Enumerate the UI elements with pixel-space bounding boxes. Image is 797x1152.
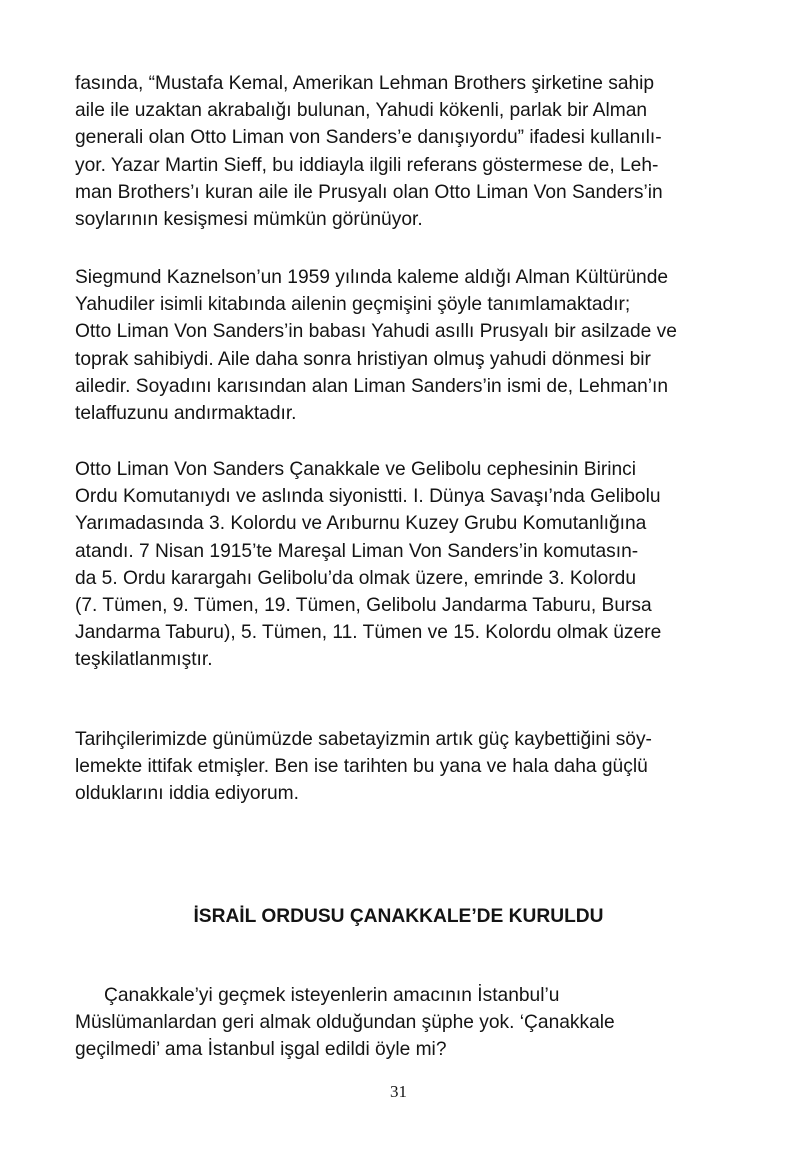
paragraph-line: geçilmedi’ ama İstanbul işgal edildi öyle mi? (75, 1039, 447, 1061)
paragraph-line: generali olan Otto Liman von Sanders’e danışıyordu” ifadesi kullanılı- (75, 127, 662, 149)
section-heading: İSRAİL ORDUSU ÇANAKKALE’DE KURULDU (193, 906, 604, 927)
paragraph-line: yor. Yazar Martin Sieff, bu iddiayla ilgili referans göstermese de, Leh- (75, 154, 659, 176)
paragraph-3 (75, 456, 725, 674)
paragraph-line: soylarının kesişmesi mümkün görünüyor. (75, 209, 423, 231)
paragraph-line: olduklarını iddia ediyorum. (75, 783, 299, 805)
paragraph-2 (75, 264, 725, 427)
paragraph-line: fasında, “Mustafa Kemal, Amerikan Lehman Brothers şirketine sahip (75, 73, 655, 94)
paragraph-line: ailedir. Soyadını karısından alan Liman Sanders’in ismi de, Lehman’ın (75, 375, 669, 397)
paragraph-line: da 5. Ordu karargahı Gelibolu’da olmak üzere, emrinde 3. Kolordu (75, 567, 637, 589)
paragraph-line: Çanakkale’yi geçmek isteyenlerin amacının İstanbul’u (104, 985, 560, 1006)
paragraph-4 (75, 726, 725, 808)
paragraph-line: man Brothers’ı kuran aile ile Prusyalı olan Otto Liman Von Sanders’in (75, 181, 663, 203)
paragraph-line: Tarihçilerimizde günümüzde sabetayizmin artık güç kaybettiğini söy- (75, 729, 652, 750)
paragraph-line: Jandarma Taburu), 5. Tümen, 11. Tümen ve 15. Kolordu olmak üzere (75, 622, 662, 644)
paragraph-line: toprak sahibiydi. Aile daha sonra hristiyan olmuş yahudi dönmesi bir (75, 348, 651, 370)
paragraph-line: Siegmund Kaznelson’un 1959 yılında kaleme aldığı Alman Kültüründe (75, 267, 669, 288)
paragraph-line: atandı. 7 Nisan 1915’te Mareşal Liman Von Sanders’in komutasın- (75, 540, 639, 562)
paragraph-line: Ordu Komutanıydı ve aslında siyonistti. I. Dünya Savaşı’nda Gelibolu (75, 486, 661, 508)
paragraph-line: aile ile uzaktan akrabalığı bulunan, Yahudi kökenli, parlak bir Alman (75, 100, 648, 122)
paragraph-line: Yarımadasında 3. Kolordu ve Arıburnu Kuzey Grubu Komutanlığına (75, 513, 647, 535)
paragraph-line: lemekte ittifak etmişler. Ben ise tarihten bu yana ve hala daha güçlü (75, 756, 648, 778)
paragraph-line: teşkilatlanmıştır. (75, 649, 213, 671)
paragraph-line: (7. Tümen, 9. Tümen, 19. Tümen, Gelibolu Jandarma Taburu, Bursa (75, 595, 652, 617)
paragraph-line: Yahudiler isimli kitabında ailenin geçmişini şöyle tanımlamaktadır; (75, 294, 631, 316)
paragraph-5 (75, 982, 725, 1064)
paragraph-line: Müslümanlardan geri almak olduğundan şüphe yok. ‘Çanakkale (75, 1012, 615, 1034)
paragraph-1 (75, 70, 725, 233)
paragraph-line: Otto Liman Von Sanders’in babası Yahudi asıllı Prusyalı bir asilzade ve (75, 321, 677, 343)
page-number: 31 (390, 1082, 407, 1101)
paragraph-line: telaffuzunu andırmaktadır. (75, 403, 297, 425)
paragraph-line: Otto Liman Von Sanders Çanakkale ve Gelibolu cephesinin Birinci (75, 459, 637, 480)
